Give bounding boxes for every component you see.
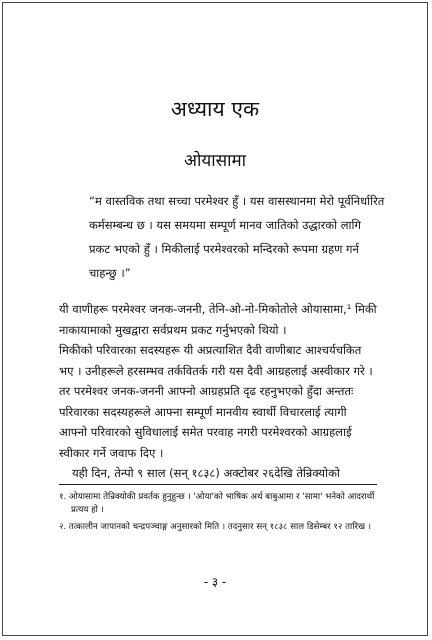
book-page: [2, 2, 428, 636]
footnote: २. तत्कालीन जापानको चन्द्रपञ्चाङ्ग अनुसारको मिति । तदनुसार सन् १८३८ साल डिसेम्बर १२ तारिख ।: [59, 522, 371, 532]
page-number: - ३ -: [203, 575, 227, 589]
chapter-title: ओयासामा: [183, 151, 247, 171]
body-paragraph: यही दिन, तेन्पो ९ साल (सन् १८३८) अक्टोबर २६देखि तेन्रिक्योको: [72, 466, 340, 480]
footnotes: [59, 491, 377, 538]
chapter-heading: अध्याय एक: [170, 97, 260, 121]
footnote: १. ओयासामा तेन्रिक्योकी प्रवर्तक हुनुहुन्छ । 'ओया'को भाषिक अर्थ बाबुआमा र 'सामा' भनेको आदरार्थी प्रत्यय हो ।: [59, 492, 375, 515]
footnote-divider: [59, 484, 377, 485]
body-text: [59, 299, 377, 484]
body-paragraph: यी वाणीहरू परमेश्वर जनक-जननी, तेनि-ओ-नो-मिकोतोले ओयासामा,¹ मिकी नाकायामाको मुखद्वारा सर्वप्रथम प्रकट गर्नुभएको थियो ।: [59, 302, 377, 337]
opening-quote: “म वास्तविक तथा सच्चा परमेश्वर हुँ । यस वासस्थानमा मेरो पूर्वनिर्धारित कर्मसम्बन्ध छ । यस समयमा सम्पूर्ण मानव जातिको उद्धारको लागि प्रकट भएको हुँ । मिकीलाई परमेश्वरको मन्दिरको रूपमा ग्रहण गर्न चाहन्छु ।”: [89, 194, 385, 280]
body-paragraph: मिकीको परिवारका सदस्यहरू यी अप्रत्याशित दैवी वाणीबाट आश्चर्यचकित भए । उनीहरूले हरसम्भव तर्कवितर्क गरी यस दैवी आग्रहलाई अस्वीकार गरे । तर परमेश्वर जनक-जननी आफ्नो आग्रहप्रति दृढ रहनुभएको हुँदा अन्ततः परिवारका सदस्यहरूले आफ्ना सम्पूर्ण मानवीय स्वार्थी विचारलाई त्यागी आफ्नो परिवारको सुविधालाई समेत परवाह नगरी परमेश्वरको आग्रहलाई स्वीकार गर्ने जवाफ दिए ।: [59, 343, 373, 460]
